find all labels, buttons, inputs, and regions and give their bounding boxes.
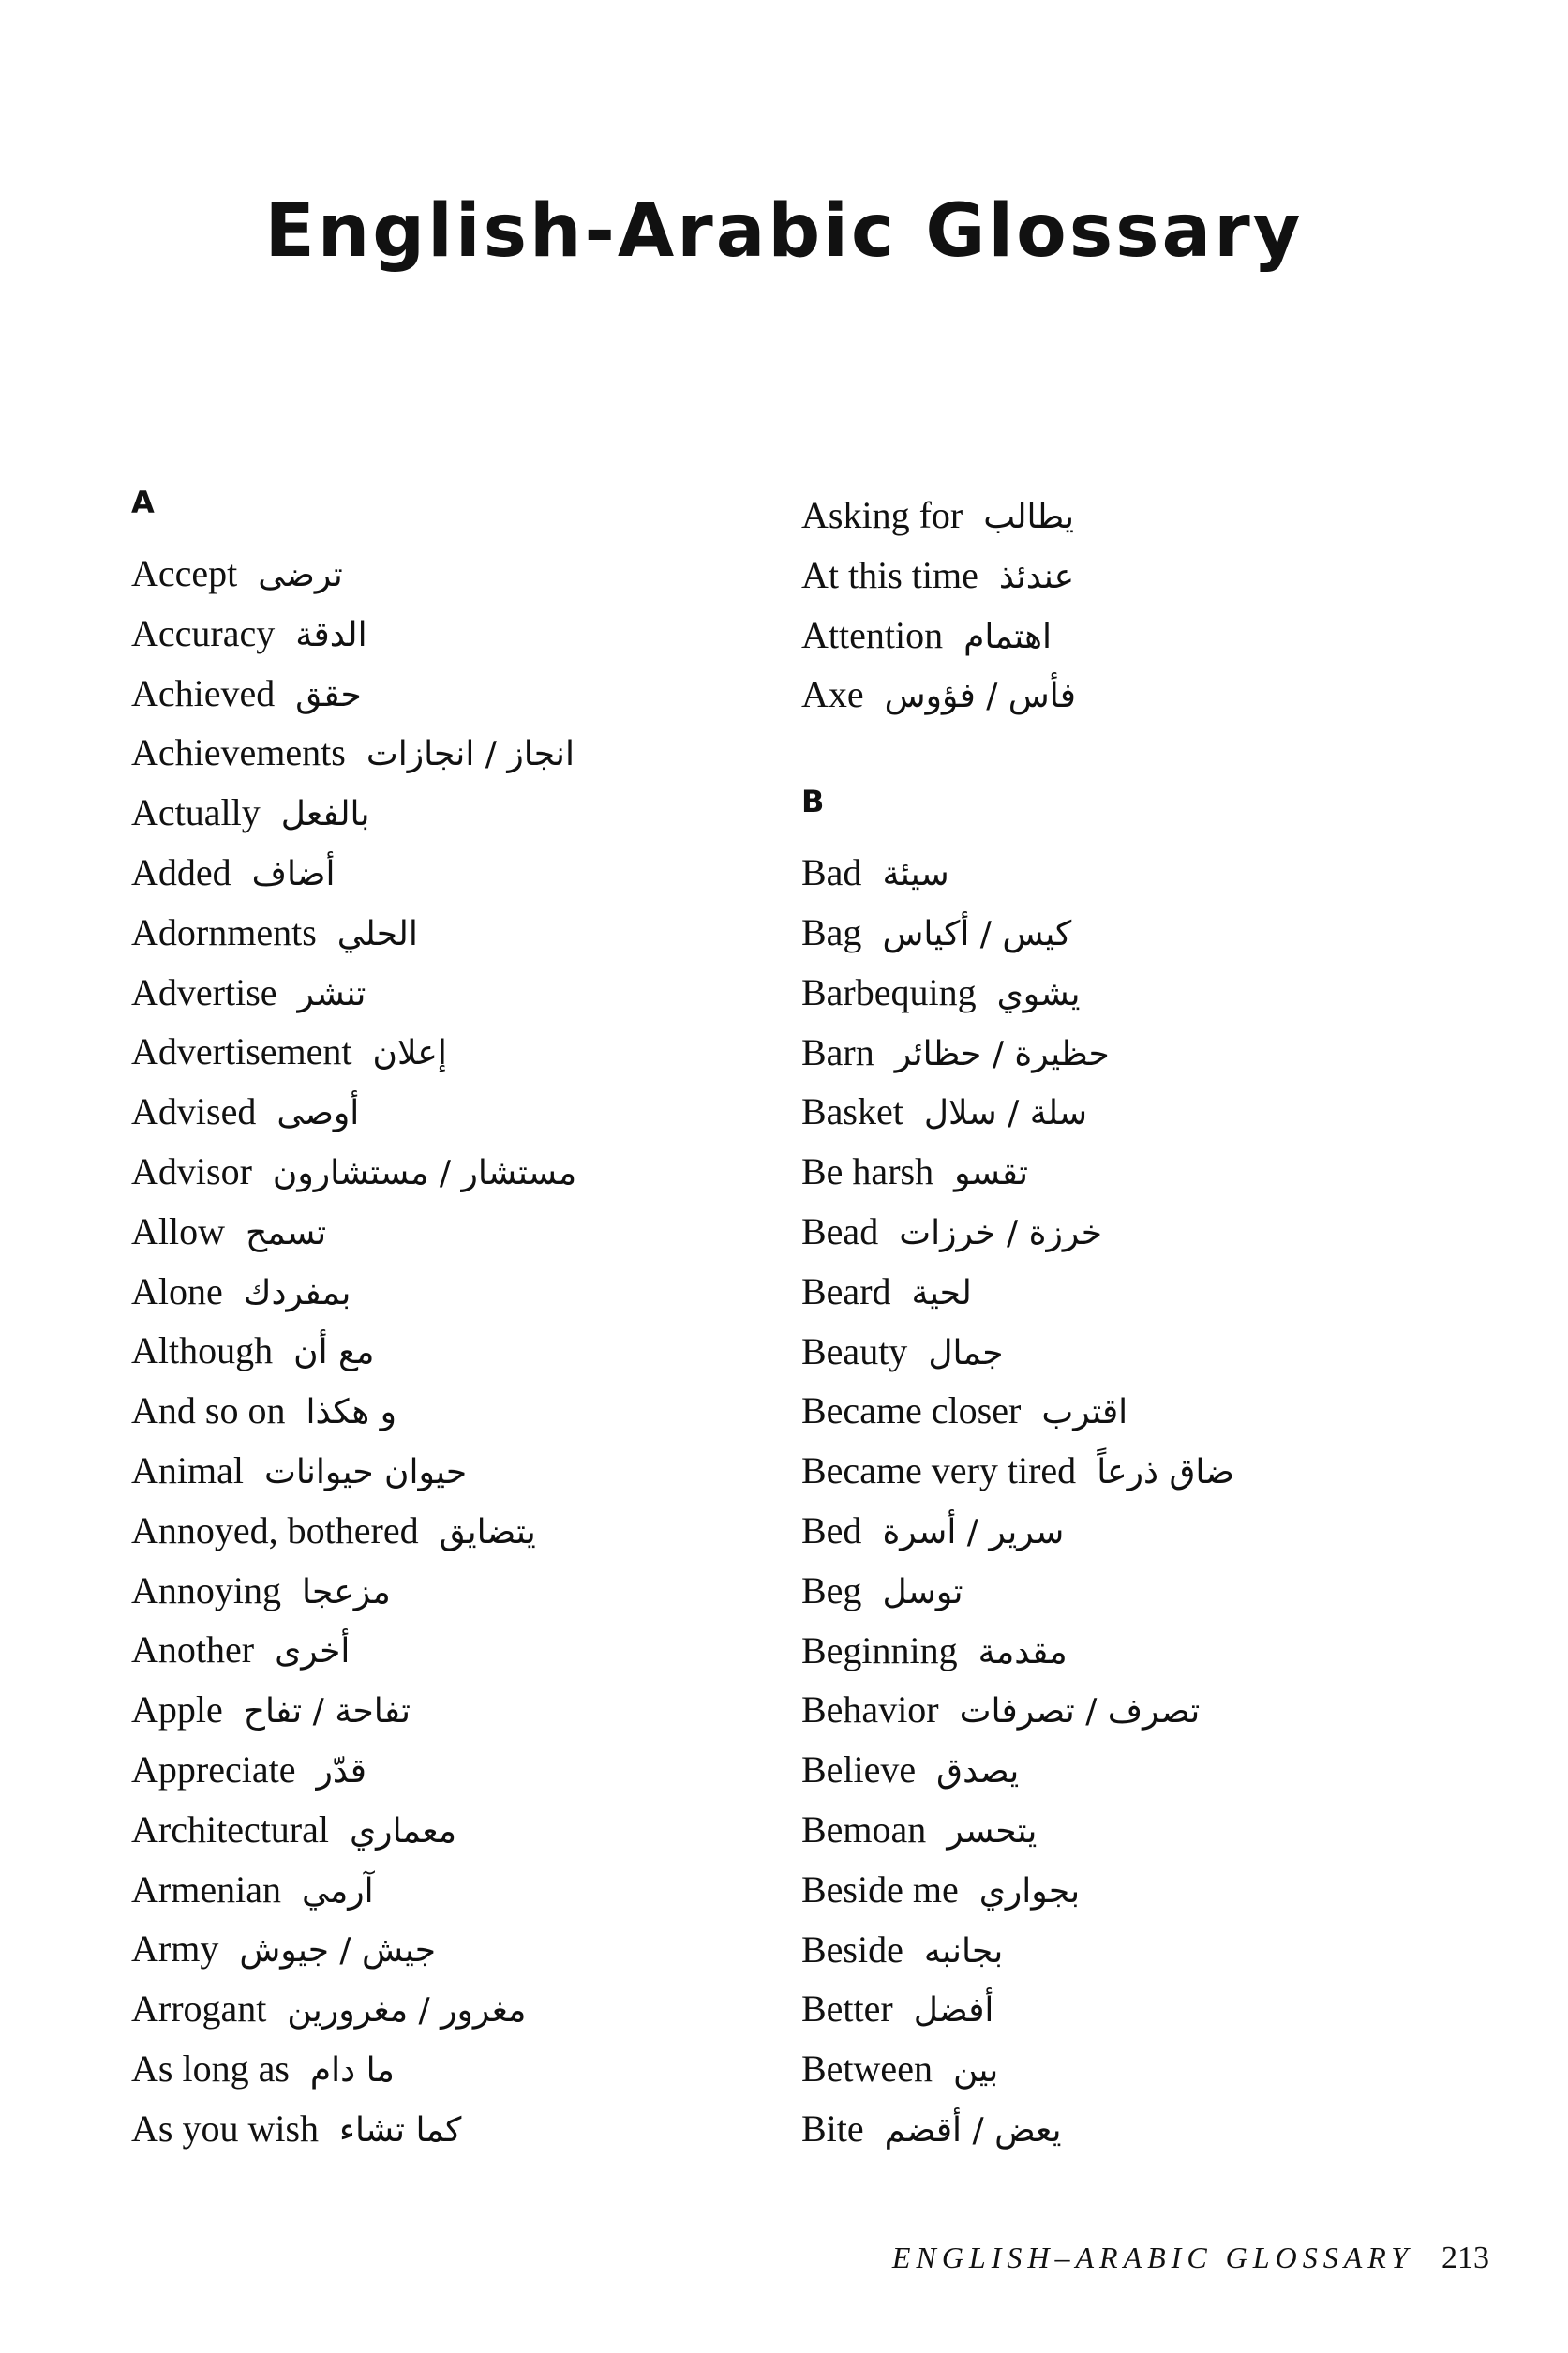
english-term: Be harsh [801,1150,934,1193]
arabic-translation: معماري [350,1811,456,1851]
glossary-entry [131,1800,806,1860]
glossary-entry [801,1023,1476,1083]
glossary-entry [131,1262,806,1322]
english-term: Allow [131,1209,225,1252]
arabic-translation: سلة / سلال [923,1094,1088,1133]
glossary-entry [801,606,1476,666]
glossary-entry [131,783,806,843]
english-term: Asking for [801,494,963,536]
arabic-translation: اقترب [1041,1393,1128,1432]
arabic-translation: كما تشاء [339,2110,462,2150]
glossary-entry [801,546,1476,606]
english-term: Beside me [801,1867,959,1911]
glossary-entry [131,2039,806,2099]
arabic-translation: بالفعل [280,795,370,834]
glossary-entry [131,1142,806,1202]
glossary-entry [801,2099,1476,2159]
entry-list-a-continued [801,486,1476,725]
page-footer [892,2241,1489,2276]
english-term: Bemoan [801,1807,927,1851]
english-term: Bad [801,851,862,894]
english-term: Although [131,1329,274,1372]
glossary-entry [801,1979,1476,2039]
english-term: Apple [131,1688,223,1731]
glossary-entry [131,1022,806,1082]
arabic-translation: الحلي [336,914,418,953]
glossary-entry [131,664,806,724]
glossary-entry [131,2099,806,2159]
english-term: Basket [801,1090,903,1133]
english-term: Behavior [801,1688,939,1731]
arabic-translation: تسمح [246,1213,327,1252]
arabic-translation: الدقة [295,615,367,654]
arabic-translation: سرير / أسرة [882,1512,1065,1551]
arabic-translation: عندئذ [998,557,1075,596]
english-term: Architectural [131,1807,329,1851]
glossary-entry [131,1860,806,1920]
arabic-translation: يعض / أقضم [884,2110,1062,2150]
english-term: Accuracy [131,611,276,654]
glossary-entry [131,604,806,664]
arabic-translation: بجواري [978,1871,1081,1911]
glossary-entry [801,1202,1476,1262]
english-term: Alone [131,1269,223,1312]
arabic-translation: مع أن [293,1333,375,1372]
glossary-entry [131,1082,806,1142]
arabic-translation: تفاحة / تفاح [243,1692,411,1731]
english-term: Advertisement [131,1030,352,1073]
english-term: Better [801,1987,893,2031]
glossary-entry [131,1501,806,1561]
arabic-translation: يصدق [936,1752,1020,1791]
arabic-translation: مزعجا [302,1572,391,1611]
arabic-translation: تصرف / تصرفات [959,1692,1201,1731]
english-term: Bead [801,1209,879,1252]
glossary-entry [131,1321,806,1381]
arabic-translation: و هكذا [306,1393,397,1432]
glossary-entry [801,2039,1476,2099]
section-letter-a: A [131,485,155,520]
arabic-translation: ترضى [258,556,343,594]
arabic-translation: بمفردك [243,1273,351,1312]
glossary-entry [801,1262,1476,1322]
arabic-translation: يشوي [996,974,1081,1013]
arabic-translation: حيوان حيوانات [263,1452,468,1491]
glossary-entry [801,1860,1476,1920]
glossary-entry [131,1919,806,1979]
english-term: Animal [131,1448,244,1491]
glossary-entry [801,1621,1476,1681]
page-title: English-Arabic Glossary [264,189,1304,274]
arabic-translation: حظيرة / حظائر [894,1034,1110,1073]
english-term: Barbequing [801,970,977,1013]
glossary-entry [801,1082,1476,1142]
glossary-entry [131,843,806,903]
english-term: Beg [801,1568,862,1611]
english-term: Advertise [131,970,277,1013]
english-term: Attention [801,613,944,656]
arabic-translation: بين [952,2051,999,2091]
glossary-entry [131,1441,806,1501]
entry-list-a [131,544,806,2159]
glossary-entry [801,486,1476,546]
glossary-entry [801,1740,1476,1800]
english-term: Axe [801,673,864,716]
glossary-entry [131,903,806,963]
arabic-translation: حقق [295,675,362,714]
glossary-entry [801,843,1476,903]
entry-list-b [801,843,1476,2159]
page-number: 213 [1441,2241,1489,2275]
arabic-translation: انجاز / انجازات [366,735,575,774]
arabic-translation: لحية [911,1273,972,1312]
english-term: Army [131,1927,219,1971]
glossary-entry [131,963,806,1023]
glossary-entry [801,1381,1476,1441]
arabic-translation: مغرور / مغرورين [287,1991,527,2031]
glossary-entry [801,1322,1476,1382]
english-term: Appreciate [131,1747,296,1791]
english-term: Achievements [131,731,346,774]
english-term: Believe [801,1748,917,1791]
arabic-translation: بجانبه [923,1931,1004,1971]
glossary-entry [801,665,1476,725]
arabic-translation: خرزة / خرزات [899,1213,1102,1252]
arabic-translation: أفضل [913,1991,994,2031]
glossary-entry [131,723,806,783]
section-spacer [801,725,1476,785]
english-term: As long as [131,2046,290,2090]
arabic-translation: مستشار / مستشارون [272,1153,577,1192]
english-term: Advisor [131,1149,252,1192]
english-term: Achieved [131,671,276,714]
glossary-entry [801,1441,1476,1501]
english-term: Became very tired [801,1449,1077,1492]
english-term: Armenian [131,1867,281,1911]
arabic-translation: ما دام [309,2050,395,2090]
section-letter-b: B [801,784,825,820]
glossary-entry [801,1561,1476,1621]
glossary-entry [131,1202,806,1262]
arabic-translation: يتحسر [947,1811,1038,1851]
english-term: And so on [131,1389,286,1432]
arabic-translation: سيئة [882,855,949,894]
glossary-entry [801,1501,1476,1561]
english-term: Adornments [131,910,317,953]
glossary-entry [801,1800,1476,1860]
english-term: Annoyed, bothered [131,1508,419,1551]
arabic-translation: ضاق ذرعاً [1097,1453,1234,1492]
glossary-entry [131,1740,806,1800]
glossary-entry [801,1142,1476,1202]
english-term: Bed [801,1508,862,1551]
arabic-translation: جمال [928,1333,1004,1372]
glossary-column-right [801,486,1476,2159]
english-term: Beauty [801,1329,908,1372]
arabic-translation: أوصى [276,1094,360,1133]
arabic-translation: إعلان [372,1034,447,1073]
arabic-translation: قدّر [316,1751,366,1791]
english-term: Added [131,850,231,893]
english-term: As you wish [131,2106,320,2150]
english-term: Between [801,2047,933,2091]
glossary-entry [131,1620,806,1680]
english-term: Became closer [801,1389,1022,1432]
english-term: Barn [801,1030,874,1073]
glossary-entry [801,903,1476,963]
arabic-translation: تنشر [297,974,366,1013]
english-term: Beard [801,1269,891,1312]
arabic-translation: أضاف [251,854,336,893]
arabic-translation: جيش / جيوش [239,1931,437,1971]
arabic-translation: يطالب [983,498,1075,536]
glossary-entry [131,1561,806,1621]
english-term: Beginning [801,1628,958,1671]
arabic-translation: اهتمام [963,617,1053,656]
arabic-translation: توسل [882,1572,963,1611]
glossary-entry [131,544,806,604]
english-term: Annoying [131,1568,281,1611]
arabic-translation: تقسو [954,1154,1029,1193]
glossary-entry [801,963,1476,1023]
english-term: Bag [801,910,862,953]
english-term: Another [131,1628,255,1671]
glossary-entry [131,1680,806,1740]
english-term: Beside [801,1927,903,1971]
arabic-translation: فأس / فؤوس [884,677,1076,716]
english-term: Bite [801,2106,864,2150]
arabic-translation: أخرى [275,1632,351,1671]
english-term: Actually [131,791,261,834]
glossary-column-left [131,486,806,2159]
arabic-translation: آرمي [301,1871,374,1911]
glossary-entry [131,1979,806,2039]
glossary-entry [801,1680,1476,1740]
english-term: Accept [131,552,238,594]
glossary-entry [801,1920,1476,1980]
running-title: ENGLISH–ARABIC GLOSSARY [891,2241,1413,2274]
glossary-entry [131,1381,806,1441]
english-term: Arrogant [131,1987,267,2031]
arabic-translation: يتضايق [439,1512,536,1551]
english-term: Advised [131,1090,257,1133]
english-term: At this time [801,553,978,596]
arabic-translation: كيس / أكياس [882,914,1072,953]
arabic-translation: مقدمة [978,1632,1068,1671]
